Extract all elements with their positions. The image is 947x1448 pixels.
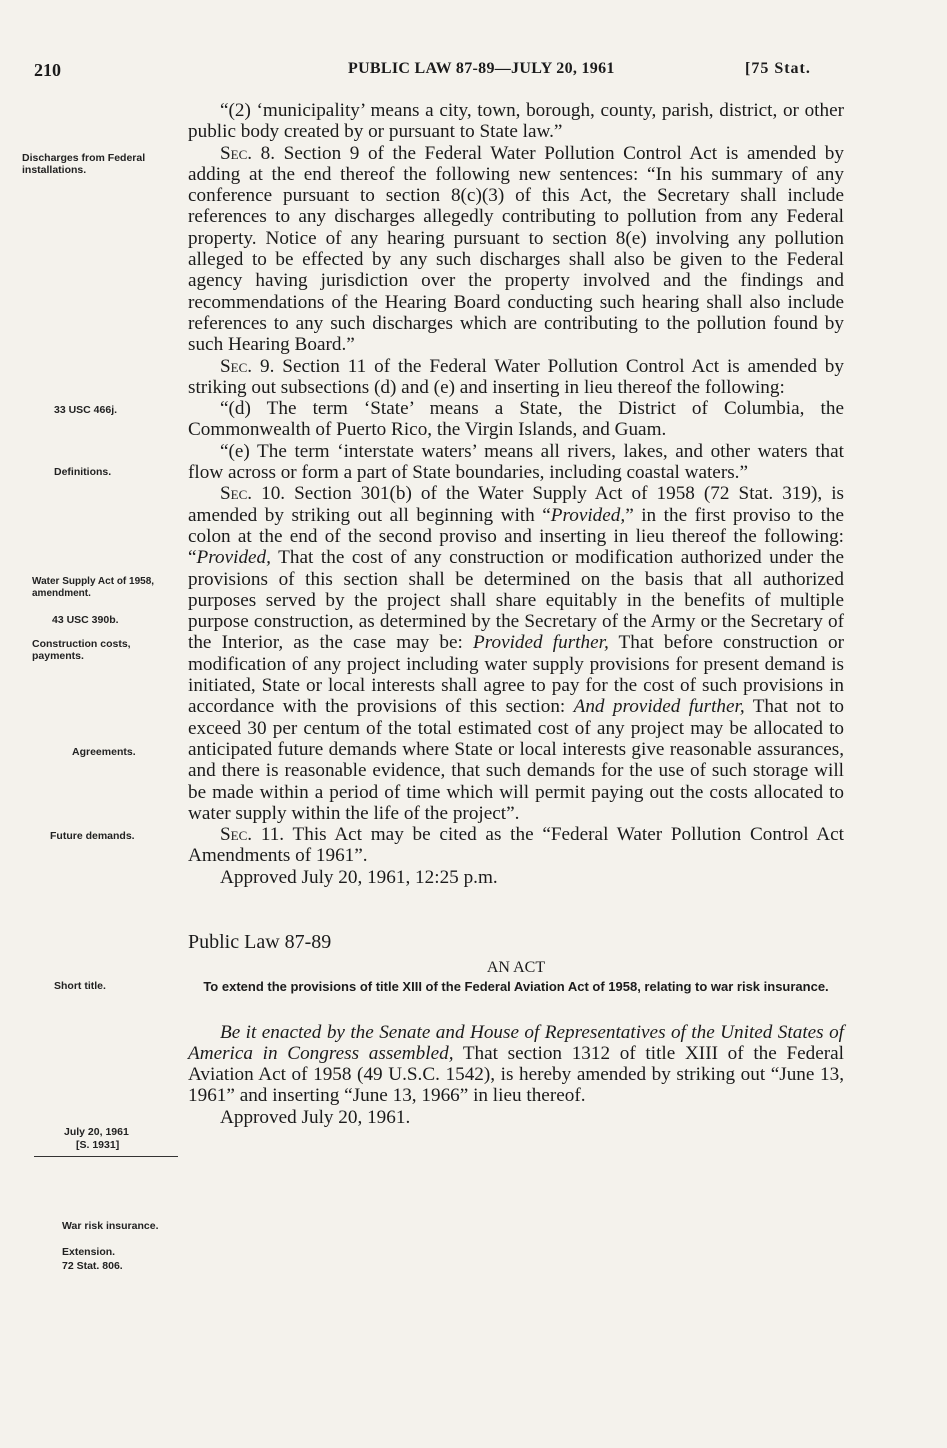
margin-separator (34, 1156, 178, 1157)
enacting-text: That section 1312 of title XIII of the Federal Aviation Act of 1958 (49 U.S.C. 1542), is hereby amended by striking out “June 13, 1961” and inserting “June 13, 1966” in lieu thereof. (188, 1042, 844, 1107)
section-10-label: Sec. 10. (220, 483, 286, 505)
section-10-text-c: That the cost of any construction or modification authorized under the provisions of this section shall be determined on the basis that all authorized purposes served by the project shall share equitably in the benefits of multiple purpose construction, as determined by the Secretary of the Army or the Secretary of the Interior, as the case may be: (188, 547, 844, 654)
section-10-text-b: ” in the first proviso to the colon at the end of the second proviso and inserting in lieu thereof the following: “ (188, 504, 845, 569)
paragraph-municipality: “(2) ‘municipality’ means a city, town, borough, county, parish, district, or other public body created by or pursuant to State law.” (188, 100, 844, 143)
page-header (0, 60, 947, 84)
margin-note-water-supply: Water Supply Act of 1958, amendment. (32, 576, 155, 599)
statute-reference: [75 Stat. (745, 60, 811, 77)
margin-note-extension: Extension. (62, 1246, 116, 1258)
paragraph-interstate-definition: “(e) The term ‘interstate waters’ means all rivers, lakes, and other waters that flow across or form a part of State boundaries, including coastal waters.” (188, 440, 844, 484)
section-9-text: Section 11 of the Federal Water Pollution Control Act is amended by striking out subsections (d) and (e) and inserting in lieu thereof the following: (188, 355, 844, 398)
act-description: To extend the provisions of title XIII of the Federal Aviation Act of 1958, relating to war risk insurance. (203, 978, 829, 994)
section-8 (188, 143, 844, 356)
margin-note-discharges: Discharges from Federal installations. (22, 152, 146, 176)
section-10-text-a: Section 301(b) of the Water Supply Act of 1958 (72 Stat. 319), is amended by striking out all beginning with “ (188, 483, 844, 526)
act-title: AN ACT (486, 959, 546, 977)
paragraph-state-definition: “(d) The term ‘State’ means a State, the District of Columbia, the Commonwealth of Puerto Rico, the Virgin Islands, and Guam. (188, 398, 844, 441)
section-11 (188, 824, 844, 867)
margin-note-construction: Construction costs, payments. (32, 638, 131, 662)
margin-note-definitions: Definitions. (54, 466, 112, 478)
margin-note-bill: [S. 1931] (76, 1139, 120, 1151)
margin-note-usc-466j: 33 USC 466j. (54, 404, 118, 416)
section-10 (188, 483, 844, 824)
section-10-provided-3: Provided further, (473, 632, 609, 654)
section-8-label: Sec. 8. (220, 142, 276, 164)
public-law-heading: Public Law 87-89 (188, 930, 332, 953)
section-11-text: This Act may be cited as the “Federal Water Pollution Control Act Amendments of 1961”. (188, 824, 845, 867)
section-10-provided-4: And provided further, (573, 696, 745, 718)
margin-note-short-title: Short title. (54, 980, 106, 992)
section-8-text: Section 9 of the Federal Water Pollution Control Act is amended by adding at the end thereof the following new sentences: “In his summary of any conference pursuant to section 8(c)(3) of this Act, the Secretary shall include references to any discharges allegedly contributing to pollution from any Federal property. Notice of any hearing pursuant to section 8(e) involving any pollution alleged to be effected by any such discharges shall also be given to the Federal agency having jurisdiction over the property involved and the findings and recommendations of the Hearing Board conducting such hearing shall also include references to any such discharges which are contributing to the pollution found by such Hearing Board.” (188, 142, 844, 356)
approval-line-2: Approved July 20, 1961. (220, 1106, 411, 1128)
margin-note-agreements: Agreements. (72, 746, 136, 758)
margin-note-stat-806: 72 Stat. 806. (62, 1260, 123, 1272)
section-10-text-e: That not to exceed 30 per centum of the total estimated cost of any project may be allocated to anticipated future demands where State or local interests give reasonable assurances, and there is reasonable evidence, that such demands for the use of such storage will be made within a period of time which will permit paying out the costs allocated to water supply within the life of the project”. (188, 696, 844, 824)
main-text (188, 100, 844, 1128)
margin-note-war-risk: War risk insurance. (62, 1220, 159, 1232)
section-9 (188, 356, 844, 399)
enacting-clause: Be it enacted by the Senate and House of Representatives of the United States of America in Congress assembled, (188, 1021, 844, 1064)
section-10-provided-1: Provided, (550, 504, 626, 526)
margin-note-future-demands: Future demands. (50, 830, 135, 842)
section-10-text-d: That before construction or modification of any project including water supply provisions for present demand is initiated, State or local interests shall agree to pay for the cost of such provisions in accordance with the provisions of this section: (188, 632, 845, 718)
margin-note-date: July 20, 1961 (64, 1126, 129, 1138)
running-title: PUBLIC LAW 87-89—JULY 20, 1961 (348, 60, 615, 77)
margin-note-usc-390b: 43 USC 390b. (52, 614, 119, 626)
page-number: 210 (34, 60, 61, 80)
section-9-label: Sec. 9. (220, 355, 275, 377)
section-10-provided-2: Provided, (196, 547, 271, 569)
section-11-label: Sec. 11. (220, 824, 285, 846)
approval-line-1: Approved July 20, 1961, 12:25 p.m. (220, 866, 498, 888)
enacting-paragraph (188, 1022, 844, 1107)
